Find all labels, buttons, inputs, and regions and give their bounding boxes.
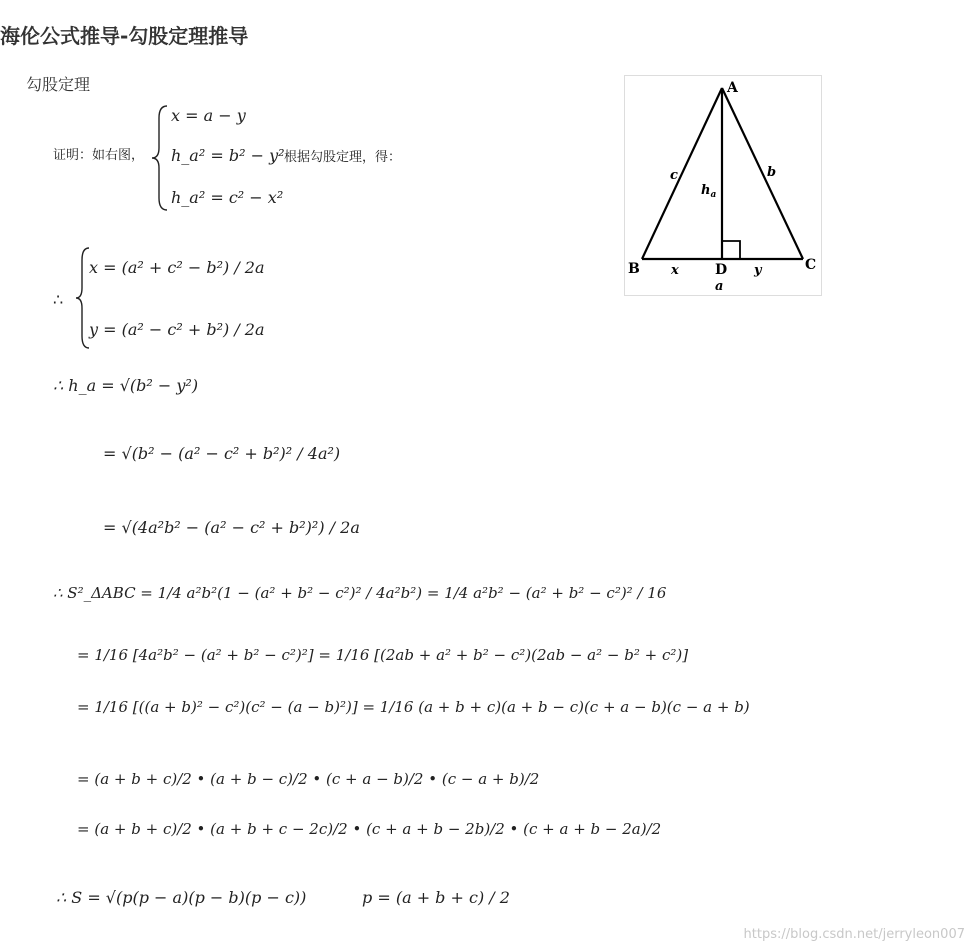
side-c-label: c [670,168,678,183]
system-eq-2: h_a² = b² − y² [171,146,285,165]
ha-line-1: ∴ h_a = √(b² − y²) [53,376,199,395]
triangle-figure [624,75,822,296]
area-line-2: = 1/16 [4a²b² − (a² + b² − c²)²] = 1/16 [(2ab + a² + b² − c²)(2ab − a² − b² + c²)] [77,646,689,664]
ha-line-2: = √(b² − (a² − c² + b²)² / 4a²) [103,444,341,463]
vertex-b-label: B [628,261,640,277]
watermark: https://blog.csdn.net/jerryleon007 [743,927,965,942]
side-c-line [642,88,722,259]
proof-after: ，根据勾股定理，得： [271,150,402,165]
proof-lead: 证明：如右图， [53,148,145,163]
area-line-4: = (a + b + c)/2 • (a + b − c)/2 • (c + a − b)/2 • (c − a + b)/2 [77,770,540,788]
page-title: 海伦公式推导-勾股定理推导 [0,24,249,48]
area-line-5: = (a + b + c)/2 • (a + b + c − 2c)/2 • (c + a + b − 2b)/2 • (c + a + b − 2a)/2 [77,820,662,838]
p-definition: p = (a + b + c) / 2 [362,888,510,907]
right-angle-mark [722,241,740,259]
side-a-label: a [715,279,724,294]
vertex-d-label: D [715,262,728,278]
height-label: $h_a$ [701,183,717,200]
system-eq-1: x = a − y [171,106,246,125]
ha-line-3: = √(4a²b² − (a² − c² + b²)²) / 2a [103,518,360,537]
final-formula: ∴ S = √(p(p − a)(p − b)(p − c)) [56,888,307,907]
area-line-3: = 1/16 [((a + b)² − c²)(c² − (a − b)²)] = 1/16 (a + b + c)(a + b − c)(c + a − b)(c − a + b) [77,698,750,716]
therefore-symbol: ∴ [53,290,64,309]
vertex-c-label: C [805,257,817,273]
left-brace-icon [149,104,173,212]
side-b-label: b [767,165,777,180]
x-result: x = (a² + c² − b²) / 2a [89,258,265,277]
vertex-a-label: A [727,80,738,96]
system-eq-3: h_a² = c² − x² [171,188,284,207]
section-subtitle: 勾股定理 [26,75,91,94]
triangle-diagram [625,76,821,295]
area-line-1: ∴ S²_ΔABC = 1/4 a²b²(1 − (a² + b² − c²)² / 4a²b²) = 1/4 a²b² − (a² + b² − c²)² / 16 [53,584,667,602]
y-result: y = (a² − c² + b²) / 2a [89,320,265,339]
segment-y-label: y [754,263,762,278]
segment-x-label: x [671,263,679,278]
side-b-line [722,88,803,259]
